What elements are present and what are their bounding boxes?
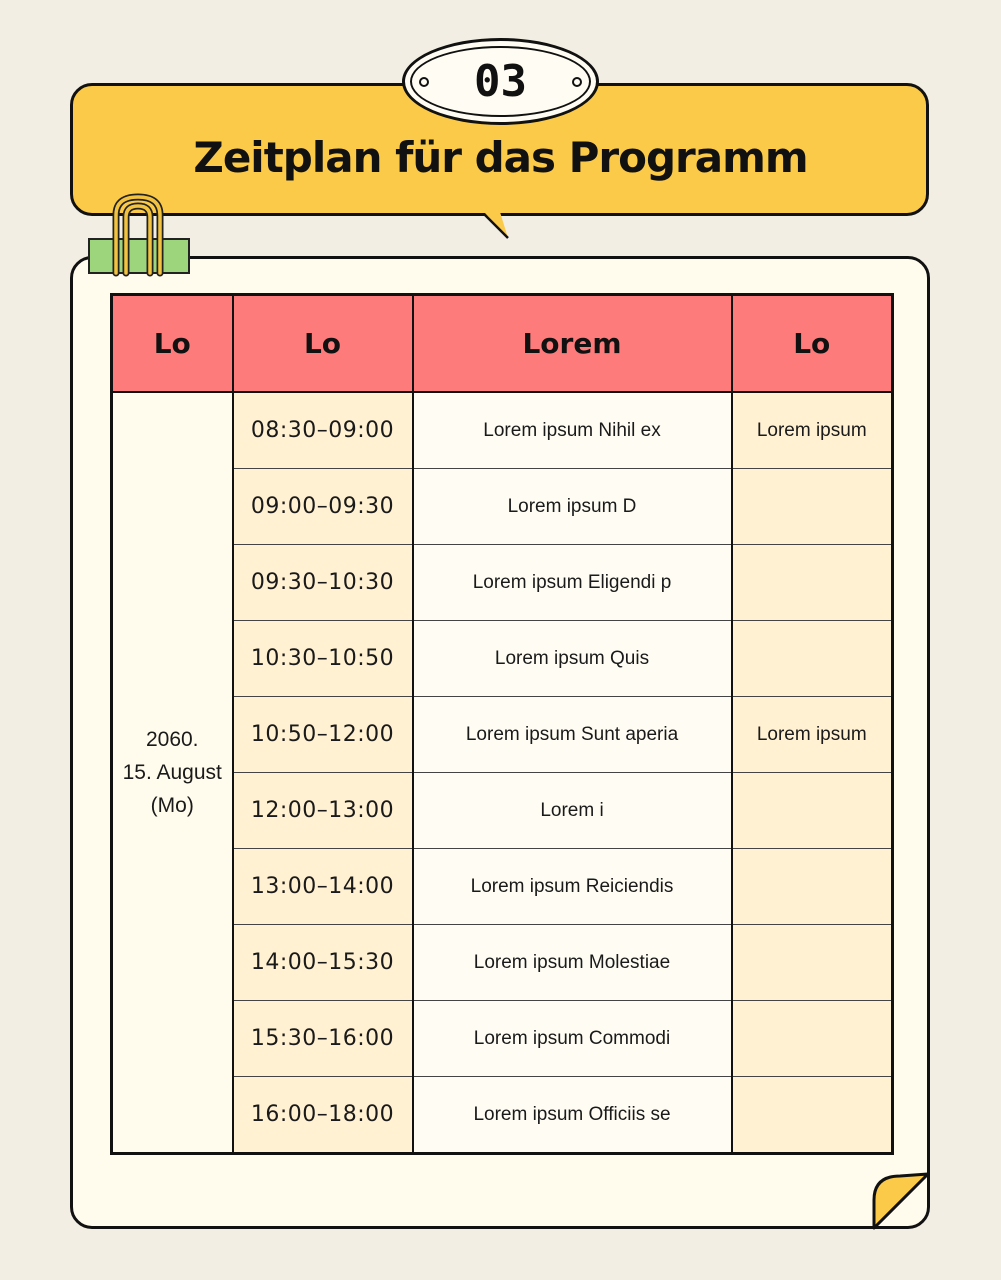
header-cell: Lo	[112, 295, 233, 393]
badge-number: 03	[474, 56, 527, 107]
topic-cell: Lorem ipsum Reiciendis	[413, 849, 732, 925]
topic-cell: Lorem ipsum Commodi	[413, 1001, 732, 1077]
date-day: 15. August	[122, 761, 222, 784]
page-title: Zeitplan für das Programm	[193, 133, 808, 182]
time-cell: 09:30–10:30	[233, 545, 413, 621]
topic-cell: Lorem ipsum Nihil ex	[413, 392, 732, 469]
topic-cell: Lorem ipsum Eligendi p	[413, 545, 732, 621]
note-cell	[732, 469, 893, 545]
note-cell	[732, 849, 893, 925]
note-cell	[732, 1077, 893, 1154]
header-cell: Lo	[732, 295, 893, 393]
time-cell: 14:00–15:30	[233, 925, 413, 1001]
time-cell: 15:30–16:00	[233, 1001, 413, 1077]
note-cell	[732, 1001, 893, 1077]
note-cell	[732, 925, 893, 1001]
topic-cell: Lorem ipsum Quis	[413, 621, 732, 697]
date-weekday: (Mo)	[150, 794, 194, 817]
time-cell: 16:00–18:00	[233, 1077, 413, 1154]
banner-pointer	[478, 212, 514, 242]
binder-clip-icon	[86, 193, 194, 281]
date-year: 2060.	[145, 728, 199, 751]
time-cell: 08:30–09:00	[233, 392, 413, 469]
note-cell: Lorem ipsum	[732, 392, 893, 469]
time-cell: 10:30–10:50	[233, 621, 413, 697]
header-cell: Lo	[233, 295, 413, 393]
table-row	[112, 392, 893, 469]
note-cell	[732, 545, 893, 621]
schedule-table	[110, 293, 894, 1155]
date-cell	[112, 392, 233, 1154]
topic-cell: Lorem ipsum D	[413, 469, 732, 545]
time-cell: 12:00–13:00	[233, 773, 413, 849]
number-badge	[402, 38, 599, 125]
time-cell: 10:50–12:00	[233, 697, 413, 773]
note-cell: Lorem ipsum	[732, 697, 893, 773]
topic-cell: Lorem ipsum Sunt aperia	[413, 697, 732, 773]
topic-cell: Lorem ipsum Molestiae	[413, 925, 732, 1001]
page-curl-corner	[870, 1172, 932, 1232]
note-cell	[732, 621, 893, 697]
note-cell	[732, 773, 893, 849]
table-header-row	[112, 295, 893, 393]
header-cell: Lorem	[413, 295, 732, 393]
time-cell: 09:00–09:30	[233, 469, 413, 545]
topic-cell: Lorem i	[413, 773, 732, 849]
time-cell: 13:00–14:00	[233, 849, 413, 925]
topic-cell: Lorem ipsum Officiis se	[413, 1077, 732, 1154]
